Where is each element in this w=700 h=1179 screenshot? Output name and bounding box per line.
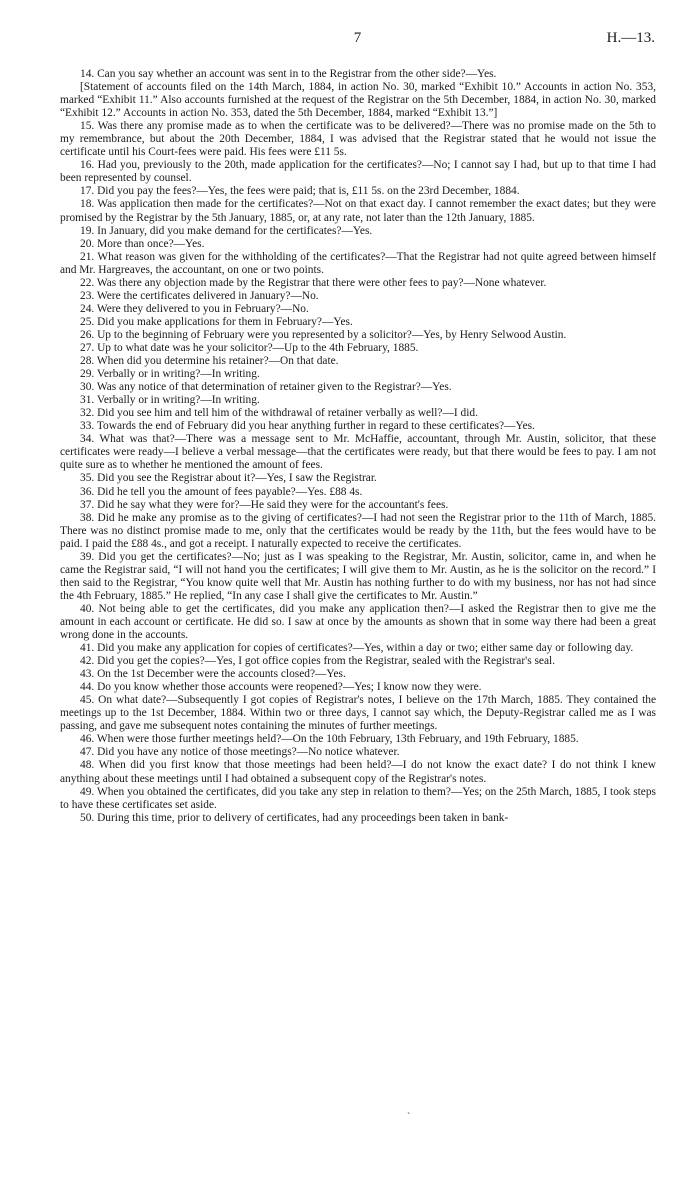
paragraph: [Statement of accounts filed on the 14th March, 1884, in action No. 30, marked “Exhibit 10.” Accounts in action No. 353, marked “Exhibit 11.” Also accounts furnished at the request of the Registrar on the 5th December, 1884, in action No. 30, marked “Exhibit 12.” Accounts in action No. 353, dated the 5th December, 1884, marked “Exhibit 13.”] — [60, 81, 656, 120]
paragraph: 19. In January, did you make demand for the certificates?—Yes. — [80, 224, 373, 237]
paragraph: 24. Were they delivered to you in February?—No. — [80, 302, 309, 315]
paragraph: 34. What was that?—There was a message sent to Mr. McHaffie, accountant, through Mr. Austin, solicitor, that these certificates were ready—I believe a verbal message—that the certificates were ready, but that there would be fees to pay. I am not quite sure as to whether he mentioned the amount of fees. — [60, 433, 656, 472]
paragraph: 36. Did he tell you the amount of fees payable?—Yes. £88 4s. — [80, 485, 363, 498]
paragraph: 48. When did you first know that those meetings had been held?—I do not know the exact date? I do not think I knew anything about these meetings until I had obtained a subsequent copy of the Registrar's notes. — [60, 759, 656, 785]
paragraph: 44. Do you know whether those accounts were reopened?—Yes; I know now they were. — [80, 681, 482, 694]
page-number: 7 — [353, 30, 362, 46]
paragraph: 38. Did he make any promise as to the giving of certificates?—I had not seen the Registrar prior to the 11th of March, 1885. There was no distinct promise made to me, only that the certificates would be ready by the 11th, but the fees would have to be paid. I paid the £88 4s., and got a receipt. I naturally expected to receive the certificates. — [60, 511, 656, 550]
paragraph: 26. Up to the beginning of February were you represented by a solicitor?—Yes, by Henry Selwood Austin. — [80, 328, 567, 341]
document-code: H.—13. — [606, 30, 655, 46]
paragraph: 21. What reason was given for the withholding of the certificates?—That the Registrar had not quite agreed between himself and Mr. Hargreaves, the accountant, on one or two points. — [60, 250, 656, 276]
paragraph: 33. Towards the end of February did you hear anything further in regard to these certificates?—Yes. — [80, 420, 535, 433]
paragraph: 15. Was there any promise made as to when the certificate was to be delivered?—There was no promise made on the 5th to my remembrance, but about the 20th December, 1884, I was advised that the Registrar stated that he would not issue the certificate until his Court-fees were paid. His fees were £11 5s. — [60, 120, 656, 159]
paragraph: 27. Up to what date was he your solicitor?—Up to the 4th February, 1885. — [80, 341, 419, 354]
paragraph: 32. Did you see him and tell him of the withdrawal of retainer verbally as well?—I did. — [80, 407, 478, 420]
footer-mark: ` — [407, 1112, 411, 1123]
paragraph: 45. On what date?—Subsequently I got copies of Registrar's notes, I believe on the 17th March, 1885. They contained the meetings up to the 1st December, 1884. Within two or three days, I cannot say which, the Deputy-Registrar called me as I was passing, and gave me subsequent notes containing the minutes of further meetings. — [60, 694, 656, 733]
paragraph: 35. Did you see the Registrar about it?—Yes, I saw the Registrar. — [80, 472, 377, 485]
paragraph: 17. Did you pay the fees?—Yes, the fees were paid; that is, £11 5s. on the 23rd December, 1884. — [80, 185, 520, 198]
paragraph: 16. Had you, previously to the 20th, made application for the certificates?—No; I cannot say I had, but up to that time I had been represented by counsel. — [60, 159, 656, 185]
paragraph: 28. When did you determine his retainer?—On that date. — [80, 355, 339, 368]
paragraph: 40. Not being able to get the certificates, did you make any application then?—I asked the Registrar then to give me the amount in each account or certificate. He did so. I saw at once by the amounts as shown that in some way there had been a great wrong done in the accounts. — [60, 602, 656, 642]
paragraph: 49. When you obtained the certificates, did you take any step in relation to them?—Yes; on the 25th March, 1885, I took steps to have these certificates set aside. — [60, 785, 656, 811]
paragraph: 20. More than once?—Yes. — [80, 237, 205, 250]
paragraph: 25. Did you make applications for them in February?—Yes. — [80, 315, 353, 328]
paragraph: 41. Did you make any application for copies of certificates?—Yes, within a day or two; either same day or following day. — [80, 642, 634, 655]
paragraph: 42. Did you get the copies?—Yes, I got office copies from the Registrar, sealed with the Registrar's seal. — [80, 655, 556, 668]
paragraph: 47. Did you have any notice of those meetings?—No notice whatever. — [80, 746, 400, 759]
paragraph: 14. Can you say whether an account was sent in to the Registrar from the other side?—Yes. — [80, 68, 497, 80]
paragraph: 46. When were those further meetings held?—On the 10th February, 13th February, and 19th February, 1885. — [80, 733, 579, 746]
paragraph: 37. Did he say what they were for?—He said they were for the accountant's fees. — [80, 498, 449, 511]
paragraph: 22. Was there any objection made by the Registrar that there were other fees to pay?—None whatever. — [80, 276, 547, 289]
paragraph: 43. On the 1st December were the accounts closed?—Yes. — [80, 668, 346, 681]
paragraph: 50. During this time, prior to delivery of certificates, had any proceedings been taken in bank- — [80, 811, 509, 824]
page-header — [60, 30, 655, 50]
paragraph: 39. Did you get the certificates?—No; just as I was speaking to the Registrar, Mr. Austin, solicitor, came in, and when he came the Registrar said, “I will not hand you the certificates; I will give them to Mr. Austin, as he is the solicitor on the record.” I then said to the Registrar, “You know quite well that Mr. Austin has nothing further to do with my business, nor has not had since the 4th February, 1885.” He replied, “In any case I shall give the certificates to Mr. Austin.” — [60, 550, 656, 602]
paragraph: 29. Verbally or in writing?—In writing. — [80, 368, 260, 381]
paragraph: 18. Was application then made for the certificates?—Not on that exact day. I cannot remember the exact dates; but they were promised by the Registrar by the 5th January, 1885, or, at any rate, not later than the 12th January, 1885. — [60, 198, 656, 224]
paragraph: 23. Were the certificates delivered in January?—No. — [80, 289, 319, 302]
paragraph: 31. Verbally or in writing?—In writing. — [80, 394, 260, 407]
paragraph: 30. Was any notice of that determination of retainer given to the Registrar?—Yes. — [80, 381, 452, 394]
document-body — [60, 68, 656, 825]
